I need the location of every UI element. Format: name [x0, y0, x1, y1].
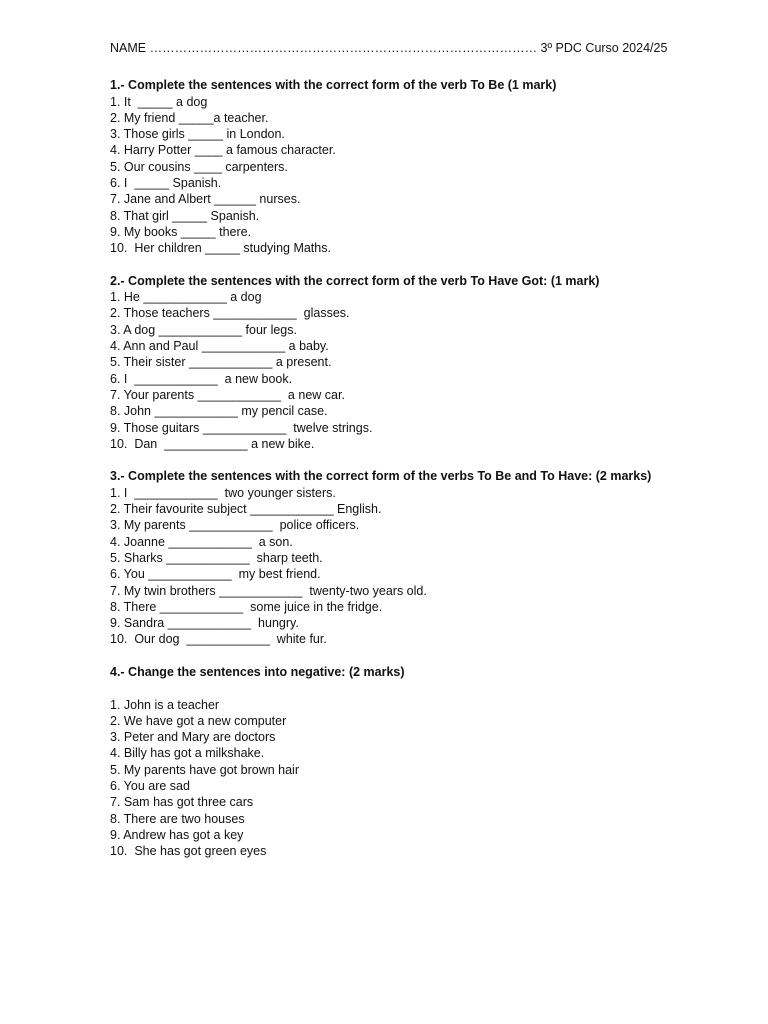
exercise-item: 1. It _____ a dog [110, 94, 208, 109]
exercise-item: 5. Sharks ____________ sharp teeth. [110, 550, 323, 565]
exercise-item: 6. You ____________ my best friend. [110, 567, 321, 582]
exercise-item: 7. My twin brothers ____________ twenty-two years old. [110, 583, 427, 598]
exercise-item: 5. Their sister ____________ a present. [110, 355, 332, 370]
exercise-item: 1. He ____________ a dog [110, 290, 262, 305]
section-title: 1.- Complete the sentences with the correct form of the verb To Be (1 mark) [110, 78, 557, 93]
section-negative [110, 664, 730, 860]
exercise-item: 8. There ____________ some juice in the fridge. [110, 599, 383, 614]
exercise-item: 7. Sam has got three cars [110, 795, 254, 810]
section-title: 2.- Complete the sentences with the correct form of the verb To Have Got: (1 mark) [110, 273, 600, 288]
exercise-item: 7. Your parents ____________ a new car. [110, 387, 345, 402]
exercise-item: 4. Joanne ____________ a son. [110, 534, 293, 549]
exercise-item: 4. Ann and Paul ____________ a baby. [110, 339, 329, 354]
exercise-item: 9. Sandra ____________ hungry. [110, 616, 299, 631]
section-title: 3.- Complete the sentences with the correct form of the verbs To Be and To Have: (2 marks) [110, 469, 652, 484]
exercise-item: 7. Jane and Albert ______ nurses. [110, 192, 301, 207]
exercise-item: 6. I ____________ a new book. [110, 371, 293, 386]
exercise-item: 2. Those teachers ____________ glasses. [110, 306, 350, 321]
exercise-item: 9. Those guitars ____________ twelve strings. [110, 420, 373, 435]
exercise-item: 1. John is a teacher [110, 697, 220, 712]
name-course-header [110, 40, 730, 56]
blank-line [110, 680, 730, 696]
exercise-item: 9. Andrew has got a key [110, 827, 244, 842]
exercise-item: 8. That girl _____ Spanish. [110, 208, 260, 223]
exercise-item: 6. I _____ Spanish. [110, 176, 222, 191]
exercise-item: 5. Our cousins ____ carpenters. [110, 159, 288, 174]
section-to-be-and-have [110, 468, 730, 647]
exercise-item: 6. You are sad [110, 779, 190, 794]
exercise-item: 2. My friend _____a teacher. [110, 110, 269, 125]
exercise-item: 10. Her children _____ studying Maths. [110, 241, 331, 256]
exercise-item: 2. Their favourite subject ____________ English. [110, 502, 382, 517]
exercise-item: 10. Dan ____________ a new bike. [110, 436, 315, 451]
exercise-item: 3. Peter and Mary are doctors [110, 730, 276, 745]
name-course-label: NAME ………………………………………………………………………………… 3º PDC Curso 2024/25 [110, 41, 668, 55]
exercise-item: 3. A dog ____________ four legs. [110, 322, 297, 337]
section-title: 4.- Change the sentences into negative: (2 marks) [110, 664, 405, 679]
exercise-item: 10. Our dog ____________ white fur. [110, 632, 327, 647]
exercise-item: 4. Billy has got a milkshake. [110, 746, 265, 761]
section-to-be [110, 77, 730, 256]
exercise-item: 10. She has got green eyes [110, 844, 267, 859]
exercise-item: 3. Those girls _____ in London. [110, 127, 285, 142]
exercise-item: 8. There are two houses [110, 811, 245, 826]
exercise-item: 2. We have got a new computer [110, 713, 287, 728]
worksheet-page [110, 40, 730, 876]
exercise-item: 4. Harry Potter ____ a famous character. [110, 143, 336, 158]
section-to-have-got [110, 273, 730, 452]
exercise-item: 9. My books _____ there. [110, 224, 252, 239]
exercise-item: 5. My parents have got brown hair [110, 762, 299, 777]
exercise-item: 8. John ____________ my pencil case. [110, 404, 328, 419]
exercise-item: 3. My parents ____________ police officers. [110, 518, 360, 533]
exercise-item: 1. I ____________ two younger sisters. [110, 485, 336, 500]
